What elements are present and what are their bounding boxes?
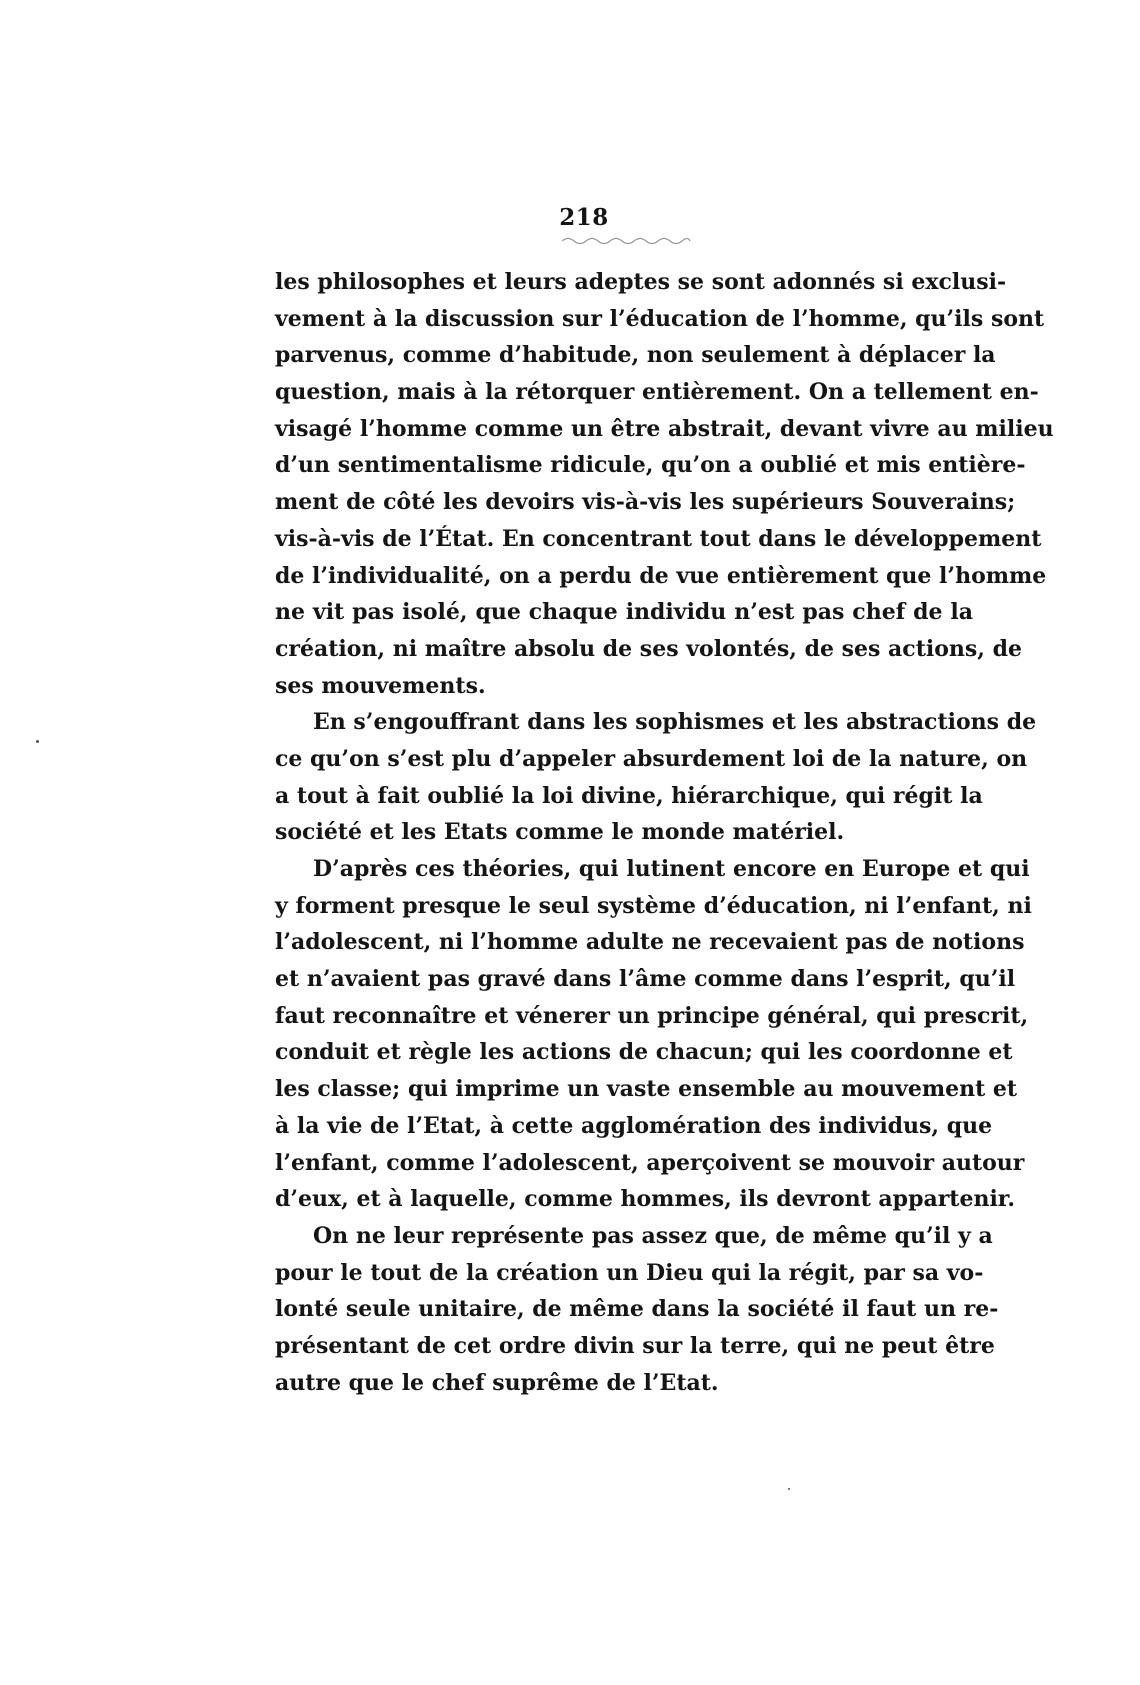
text-line: ses mouvements. — [275, 672, 486, 699]
text-line: ment de côté les devoirs vis-à-vis les supérieurs Souverains; — [275, 489, 1016, 516]
text-line: faut reconnaître et vénerer un principe général, qui prescrit, — [275, 1002, 1029, 1029]
body-text — [275, 264, 1054, 1401]
text-line: conduit et règle les actions de chacun; qui les coordonne et — [275, 1039, 1013, 1066]
stray-mark — [36, 740, 39, 743]
text-line: D’après ces théories, qui lutinent encore en Europe et qui — [313, 856, 1030, 882]
text-line: autre que le chef suprême de l’Etat. — [275, 1369, 719, 1396]
page-number: 218 — [559, 204, 609, 231]
text-line: présentant de cet ordre divin sur la terre, qui ne peut être — [275, 1332, 995, 1359]
text-line: création, ni maître absolu de ses volontés, de ses actions, de — [275, 635, 1022, 662]
paragraph — [275, 851, 1032, 1218]
text-line: y forment presque le seul système d’éducation, ni l’enfant, ni — [275, 892, 1032, 919]
text-line: parvenus, comme d’habitude, non seulement à déplacer la — [275, 342, 996, 369]
text-line: ce qu’on s’est plu d’appeler absurdement loi de la nature, on — [275, 745, 1028, 772]
page-number-ornament — [560, 236, 692, 246]
text-line: les classe; qui imprime un vaste ensemble au mouvement et — [275, 1076, 1018, 1103]
text-line: lonté seule unitaire, de même dans la société il faut un re- — [275, 1296, 999, 1323]
text-line: On ne leur représente pas assez que, de même qu’il y a — [313, 1222, 993, 1249]
text-line: vement à la discussion sur l’éducation de l’homme, qu’ils sont — [275, 305, 1045, 332]
text-line: de l’individualité, on a perdu de vue entièrement que l’homme — [275, 562, 1047, 589]
text-line: vis-à-vis de l’État. En concentrant tout dans le développement — [275, 525, 1042, 552]
text-line: question, mais à la rétorquer entièrement. On a tellement en- — [275, 379, 1039, 406]
text-line: à la vie de l’Etat, à cette agglomération des individus, que — [275, 1112, 993, 1139]
stray-mark — [788, 1488, 790, 1490]
text-line: a tout à fait oublié la loi divine, hiérarchique, qui régit la — [275, 782, 983, 809]
paragraph — [275, 704, 1037, 851]
text-line: société et les Etats comme le monde matériel. — [275, 819, 845, 846]
text-line: visagé l’homme comme un être abstrait, devant vivre au milieu — [275, 415, 1054, 442]
text-line: l’adolescent, ni l’homme adulte ne recevaient pas de notions — [275, 929, 1025, 956]
text-line: d’un sentimentalisme ridicule, qu’on a oublié et mis entière- — [275, 452, 1026, 479]
paragraph — [275, 264, 1054, 704]
text-line: d’eux, et à laquelle, comme hommes, ils devront appartenir. — [275, 1186, 1016, 1213]
text-line: ne vit pas isolé, que chaque individu n’est pas chef de la — [275, 599, 973, 626]
text-line: l’enfant, comme l’adolescent, aperçoivent se mouvoir autour — [275, 1149, 1025, 1176]
text-line: pour le tout de la création un Dieu qui la régit, par sa vo- — [275, 1259, 984, 1286]
text-line: les philosophes et leurs adeptes se sont adonnés si exclusi- — [275, 269, 1007, 295]
text-line: En s’engouffrant dans les sophismes et les abstractions de — [313, 709, 1037, 736]
paragraph — [275, 1218, 999, 1401]
text-line: et n’avaient pas gravé dans l’âme comme dans l’esprit, qu’il — [275, 966, 1016, 993]
